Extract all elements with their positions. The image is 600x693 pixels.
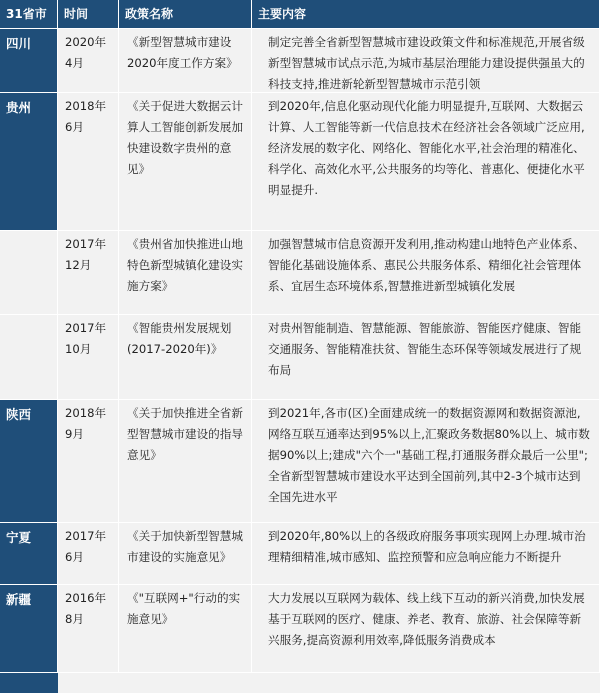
policy-name-cell: 《关于加快推进全省新型智慧城市建设的指导意见》	[119, 400, 252, 523]
content-cell: 大力发展以互联网为载体、线上线下互动的新兴消费,加快发展基于互联网的医疗、健康、养老、教育、旅游、社会保障等新兴服务,提高资源利用效率,降低服务消费成本	[252, 585, 600, 673]
header-time: 时间	[58, 0, 119, 29]
policy-name-cell: 《关于促进大数据云计算人工智能创新发展加快建设数字贵州的意见》	[119, 93, 252, 231]
content-cell: 到2021年,各市(区)全面建成统一的数据资源网和数据资源池,网络互联互通率达到95%以上,汇聚政务数据80%以上、城市数据90%以上;建成"六个一"基础工程,打通服务群众最后一公里";全省新型智慧城市建设水平达到全国前列,其中2-3个城市达到全国先进水平	[252, 400, 600, 523]
region-cell: 四川	[0, 29, 58, 93]
content-cell: 到2020年,信息化驱动现代化能力明显提升,互联网、大数据云计算、人工智能等新一代信息技术在经济社会各领域广泛应用,经济发展的数字化、网络化、智能化水平,社会治理的精准化、科学化、高效化水平,公共服务的均等化、普惠化、便捷化水平明显提升.	[252, 93, 600, 231]
header-content: 主要内容	[252, 0, 600, 29]
content-cell: 对贵州智能制造、智慧能源、智能旅游、智能医疗健康、智能交通服务、智能精准扶贫、智能生态环保等领域发展进行了规布局	[252, 315, 600, 400]
region-column-strip	[0, 673, 58, 693]
header-region: 31省市	[0, 0, 58, 29]
region-cell-empty	[0, 315, 58, 400]
region-cell: 新疆	[0, 585, 58, 673]
time-cell: 2017年10月	[58, 315, 119, 400]
policy-name-cell: 《贵州省加快推进山地特色新型城镇化建设实施方案》	[119, 231, 252, 315]
time-cell: 2018年6月	[58, 93, 119, 231]
table-bottom-strip	[0, 673, 600, 693]
time-cell: 2020年4月	[58, 29, 119, 93]
region-cell: 宁夏	[0, 523, 58, 585]
header-policy-name: 政策名称	[119, 0, 252, 29]
time-cell: 2018年9月	[58, 400, 119, 523]
content-cell: 加强智慧城市信息资源开发利用,推动构建山地特色产业体系、智能化基础设施体系、惠民公共服务体系、精细化社会管理体系、宜居生态环境体系,智慧推进新型城镇化发展	[252, 231, 600, 315]
region-cell: 陕西	[0, 400, 58, 523]
content-cell: 到2020年,80%以上的各级政府服务事项实现网上办理.城市治理精细精准,城市感知、监控预警和应急响应能力不断提升	[252, 523, 600, 585]
policy-name-cell: 《智能贵州发展规划(2017-2020年)》	[119, 315, 252, 400]
time-cell: 2017年6月	[58, 523, 119, 585]
time-cell: 2016年8月	[58, 585, 119, 673]
region-cell: 贵州	[0, 93, 58, 231]
policy-name-cell: 《关于加快新型智慧城市建设的实施意见》	[119, 523, 252, 585]
policy-name-cell: 《新型智慧城市建设2020年度工作方案》	[119, 29, 252, 93]
content-cell: 制定完善全省新型智慧城市建设政策文件和标准规范,开展省级新型智慧城市试点示范,为城市基层治理能力建设提供强虽大的科技支持,推进新轮新型智慧城市示范引领	[252, 29, 600, 93]
time-cell: 2017年12月	[58, 231, 119, 315]
policy-name-cell: 《"互联网+"行动的实施意见》	[119, 585, 252, 673]
region-cell-empty	[0, 231, 58, 315]
